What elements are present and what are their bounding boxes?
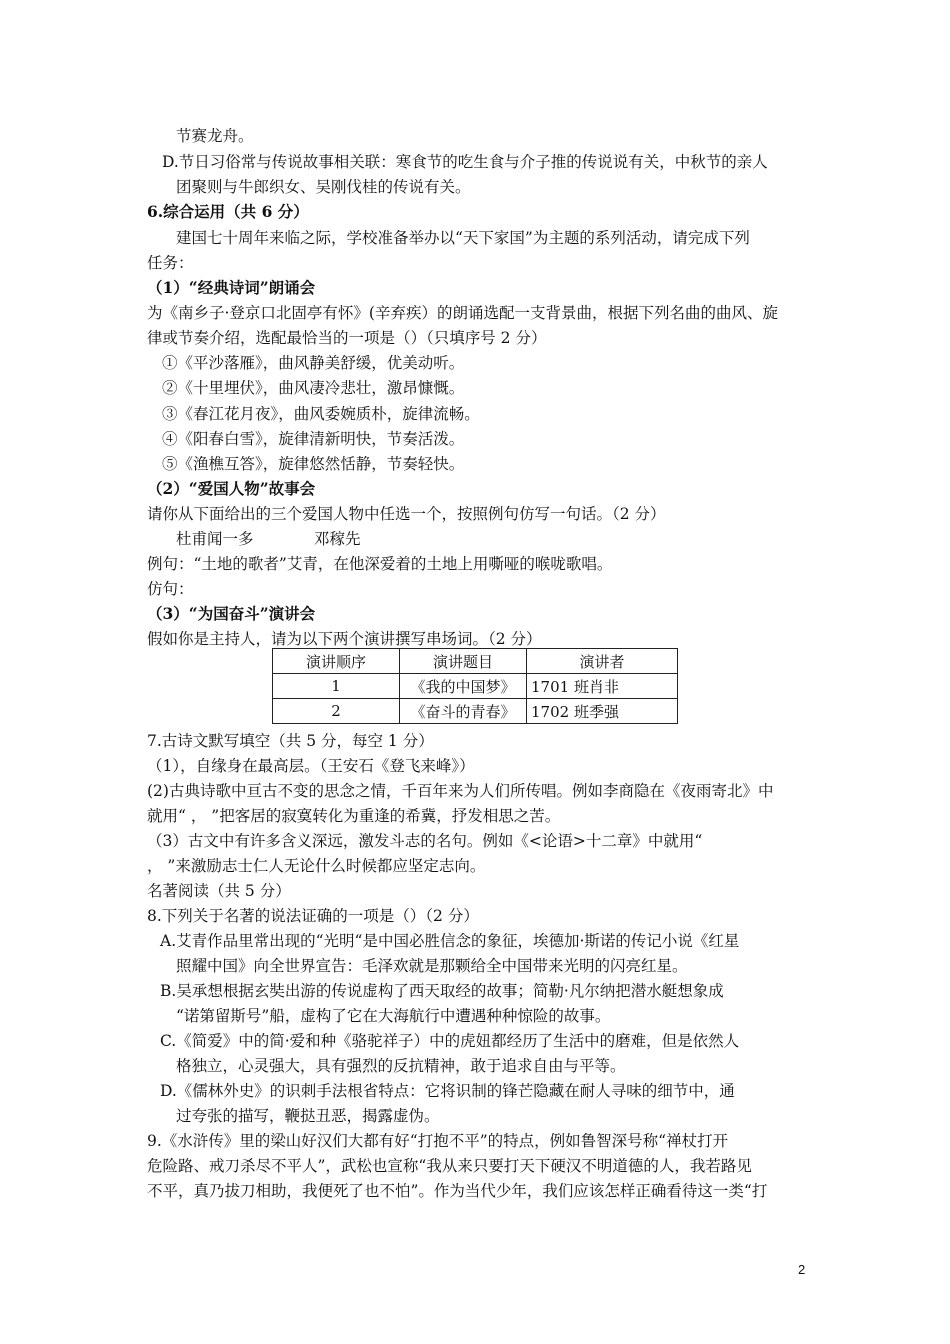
imitation-label: 仿句： [147,580,194,598]
text-line: 建国七十周年来临之际，学校准备举办以“天下家国”为主题的系列活动，请完成下列 [176,229,750,247]
choice-2: ②《十里埋伏》，曲风凄冷悲壮，激昂慷慨。 [162,379,465,397]
text-line: （3）古文中有许多含义深远，激发斗志的名句。例如《<论语>十二章》中就用“ [147,832,703,850]
text-line: 团聚则与牛郎织女、吴刚伐桂的传说有关。 [176,178,471,196]
text-line: “诺第留斯号”船，虚构了它在大海航行中遭遇种种惊险的故事。 [176,1007,611,1025]
question-6-heading: 6.综合运用（共 6 分） [147,202,309,221]
table-cell: 2 [273,699,400,724]
text-line: 危险路、戒刀杀尽不平人”，武松也宣称“我从来只要打天下硬汉不明道德的人，我若路见 [147,1157,752,1175]
table-cell: 《我的中国梦》 [400,674,527,699]
choice-1: ①《平沙落雁》，曲风静美舒缓，优美动听。 [162,354,465,372]
option-d: D.节日习俗常与传说故事相关联：寒食节的吃生食与介子推的传说说有关，中秋节的亲人 [162,153,768,171]
choice-3: ③《春江花月夜》，曲风委婉质朴，旋律流畅。 [162,405,480,423]
table-header-row [273,649,678,674]
text-line: 任务： [147,254,194,272]
text-line: (2)古典诗歌中亘古不变的思念之情，千百年来为人们所传唱。例如李商隐在《夜雨寄北》中 [147,782,774,800]
option-c: C.《简爱》中的简·爱和种《骆驼祥子）中的虎妞都经历了生活中的磨难，但是依然人 [160,1032,740,1050]
patriot-name: 邓稼先 [314,530,361,548]
option-d: D.《儒林外史》的识刺手法根省特点：它将识制的锋芒隐藏在耐人寻味的细节中，通 [160,1082,735,1100]
classics-heading: 名著阅读（共 5 分） [147,882,291,900]
task-1-heading: （1）“经典诗词”朗诵会 [147,278,316,297]
question-8-heading: 8.下列关于名著的说法证确的一项是（）（2 分） [147,907,479,925]
task-3-heading: （3）“为国奋斗”演讲会 [147,604,316,623]
table-cell: 1701 班肖非 [527,674,678,699]
text-line: 就用“ ， ”把客居的寂寞转化为重逢的希冀，抒发相思之苦。 [147,807,561,825]
task-2-heading: （2）“爱国人物”故事会 [147,479,316,498]
text-line: 过夸张的描写，鞭挞丑恶，揭露虚伪。 [176,1107,440,1125]
choice-5: ⑤《渔樵互答》，旋律悠然恬静，节奏轻快。 [162,455,465,473]
patriot-names: 杜甫闻一多 [176,530,254,548]
table-cell: 1702 班季强 [527,699,678,724]
text-line: 律或节奏介绍，选配最恰当的一项是（）（只填序号 2 分） [147,329,547,347]
option-a: A.艾青作品里常出现的“光明“是中国必胜信念的象征，埃德加·斯诺的传记小说《红星 [160,932,740,950]
table-header: 演讲顺序 [273,649,400,674]
table-header: 演讲者 [527,649,678,674]
table-cell: 1 [273,674,400,699]
speech-table [272,648,678,724]
example-sentence: 例句：“土地的歌者”艾青，在他深爱着的土地上用嘶哑的喉咙歌唱。 [147,555,613,573]
table-row [273,674,678,699]
option-b: B.吴承想根据玄奘出游的传说虚构了西天取经的故事；简勒·凡尔纳把潜水艇想象成 [160,982,724,1000]
text-line: 节赛龙舟。 [176,127,254,145]
table-cell: 《奋斗的青春》 [400,699,527,724]
table-header: 演讲题目 [400,649,527,674]
choice-4: ④《阳春白雪》，旋律清新明快，节奏活泼。 [162,430,465,448]
text-line: ， ”来激励志士仁人无论什么时候都应坚定志向。 [147,857,486,875]
text-line: 不平，真乃拔刀相助，我便死了也不怕”。作为当代少年，我们应该怎样正确看待这一类“打 [147,1182,768,1200]
text-line: （1），自缘身在最高层。（王安石《登飞来峰》） [147,757,475,775]
table-row [273,699,678,724]
page-number: 2 [798,1262,806,1277]
question-7-heading: 7.古诗文默写填空（共 5 分，每空 1 分） [147,732,434,750]
text-line: 格独立，心灵强大，具有强烈的反抗精神，敢于追求自由与平等。 [176,1057,626,1075]
question-9: 9.《水浒传》里的梁山好汉们大都有好“打抱不平”的特点，例如鲁智深号称“禅杖打开 [147,1132,729,1150]
text-line: 照耀中国》向全世界宣告：毛泽欢就是那颗给全中国带来光明的闪亮红星。 [176,957,688,975]
text-line: 为《南乡子·登京口北固亭有怀》(辛弃疾）的朗诵选配一支背景曲，根据下列名曲的曲风、旋 [147,304,778,322]
text-line: 假如你是主持人，请为以下两个演讲撰写串场词。（2 分） [147,630,542,648]
text-line: 请你从下面给出的三个爱国人物中任选一个，按照例句仿写一句话。（2 分） [147,505,666,523]
